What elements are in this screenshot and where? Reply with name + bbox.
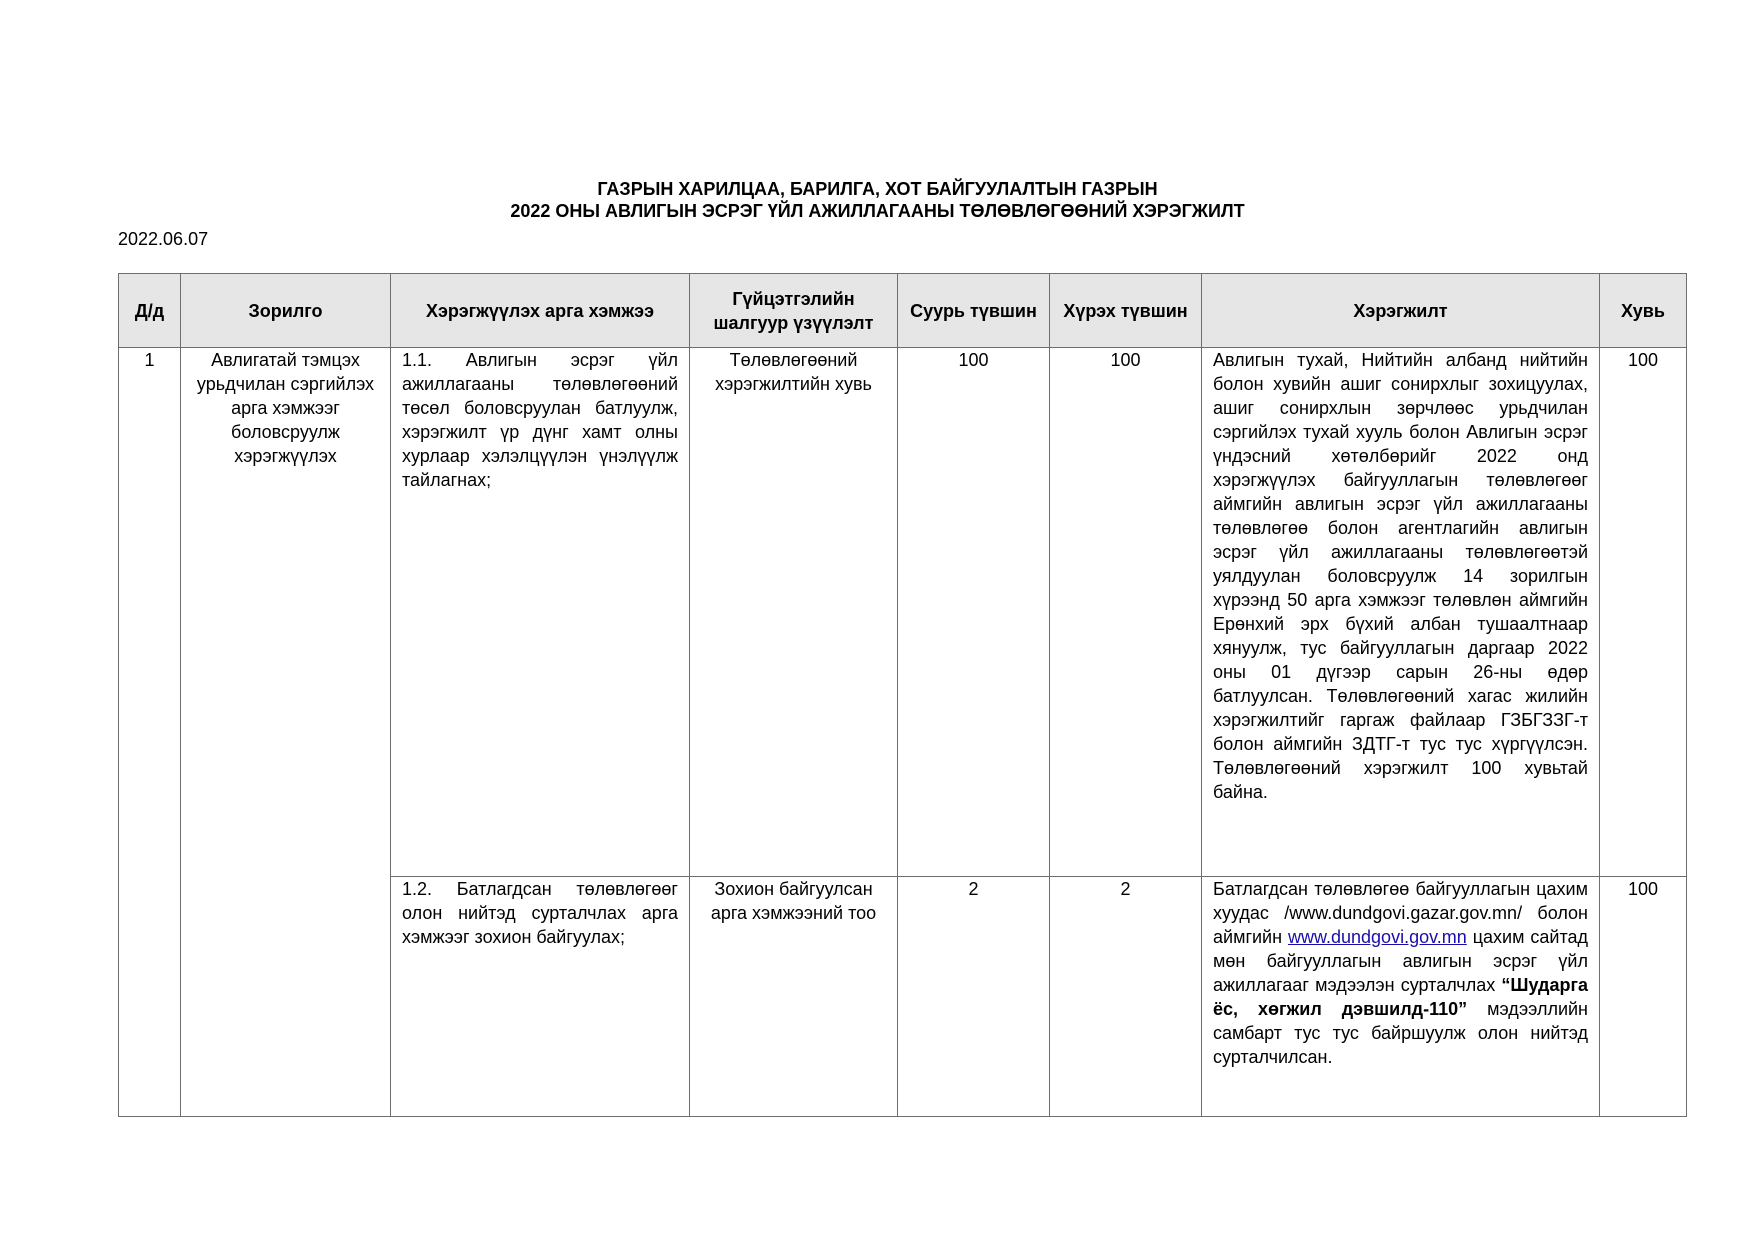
criteria-cell: Зохион байгуулсан арга хэмжээний тоо <box>690 877 898 1117</box>
implementation-text: цахим сайтад мөн байгууллагын авлигын эсрэг үйл ажиллагааг мэдээлэн сурталчлах <box>1213 927 1589 995</box>
header-num: Д/д <box>119 274 181 348</box>
header-implementation: Хэрэгжилт <box>1202 274 1600 348</box>
board-name: “Шударга ёс, хөгжил дэвшилд-110” <box>1213 975 1588 1019</box>
measure-cell: 1.2. Батлагдсан төлөвлөгөөг олон нийтэд сурталчлах арга хэмжээг зохион байгуулах; <box>391 877 690 1117</box>
header-percent: Хувь <box>1600 274 1687 348</box>
target-level-cell: 2 <box>1050 877 1202 1117</box>
table-header-row <box>119 274 1687 348</box>
goal-cell: Авлигатай тэмцэх урьдчилан сэргийлэх арга хэмжээг боловсруулж хэрэгжүүлэх <box>181 348 391 1117</box>
table-row <box>119 348 1687 877</box>
implementation-cell <box>1202 877 1600 1117</box>
target-level-cell: 100 <box>1050 348 1202 877</box>
percent-cell: 100 <box>1600 877 1687 1117</box>
implementation-text: Батлагдсан төлөвлөгөө байгууллагын цахим хуудас /www.dundgovi.gazar.gov.mn/ болон аймгийн <box>1213 879 1588 947</box>
document-title <box>0 178 1755 222</box>
header-target: Хүрэх түвшин <box>1050 274 1202 348</box>
percent-cell: 100 <box>1600 348 1687 877</box>
header-measure: Хэрэгжүүлэх арга хэмжээ <box>391 274 690 348</box>
criteria-cell: Төлөвлөгөөний хэрэгжилтийн хувь <box>690 348 898 877</box>
header-base: Суурь түвшин <box>898 274 1050 348</box>
document-date: 2022.06.07 <box>118 229 209 249</box>
title-line-1: ГАЗРЫН ХАРИЛЦАА, БАРИЛГА, ХОТ БАЙГУУЛАЛТЫН ГАЗРЫН <box>597 179 1158 199</box>
measure-cell: 1.1. Авлигын эсрэг үйл ажиллагааны төлөвлөгөөний төсөл боловсруулан батлуулж, хэрэгжилт үр дүнг хамт олны хурлаар хэлэлцүүлэн үнэлүүлж тайлагнах; <box>391 348 690 877</box>
implementation-cell: Авлигын тухай, Нийтийн албанд нийтийн болон хувийн ашиг сонирхлыг зохицуулах, ашиг сонирхлын зөрчлөөс урьдчилан сэргийлэх тухай хууль болон Авлигын эсрэг үндэсний хөтөлбөрийг 2022 онд хэрэгжүүлэх байгууллагын төлөвлөгөөг аймгийн авлигын эсрэг үйл ажиллагааны төлөвлөгөө болон агентлагийн авлигын эсрэг үйл ажиллагааны төлөвлөгөөтэй уялдуулан боловсруулж 14 зорилгын хүрээнд 50 арга хэмжээг төлөвлөн аймгийн Ерөнхий эрх бүхий албан тушаалтнаар хянуулж, тус байгууллагын даргаар 2022 оны 01 дүгээр сарын 26-ны өдөр батлуулсан. Төлөвлөгөөний хагас жилийн хэрэгжилтийг гаргаж файлаар ГЗБГЗЗГ-т болон аймгийн ЗДТГ-т тус тус хүргүүлсэн. Төлөвлөгөөний хэрэгжилт 100 хувьтай байна. <box>1202 348 1600 877</box>
implementation-text: мэдээллийн самбарт тус тус байршуулж олон нийтэд сурталчилсан. <box>1213 999 1588 1067</box>
header-goal: Зорилго <box>181 274 391 348</box>
implementation-table <box>118 273 1687 1117</box>
title-line-2: 2022 ОНЫ АВЛИГЫН ЭСРЭГ ҮЙЛ АЖИЛЛАГААНЫ ТӨЛӨВЛӨГӨӨНИЙ ХЭРЭГЖИЛТ <box>510 201 1245 221</box>
website-link[interactable]: www.dundgovi.gov.mn <box>1288 927 1467 947</box>
base-level-cell: 2 <box>898 877 1050 1117</box>
row-number: 1 <box>119 348 181 1117</box>
header-criteria: Гүйцэтгэлийн шалгуур үзүүлэлт <box>690 274 898 348</box>
base-level-cell: 100 <box>898 348 1050 877</box>
